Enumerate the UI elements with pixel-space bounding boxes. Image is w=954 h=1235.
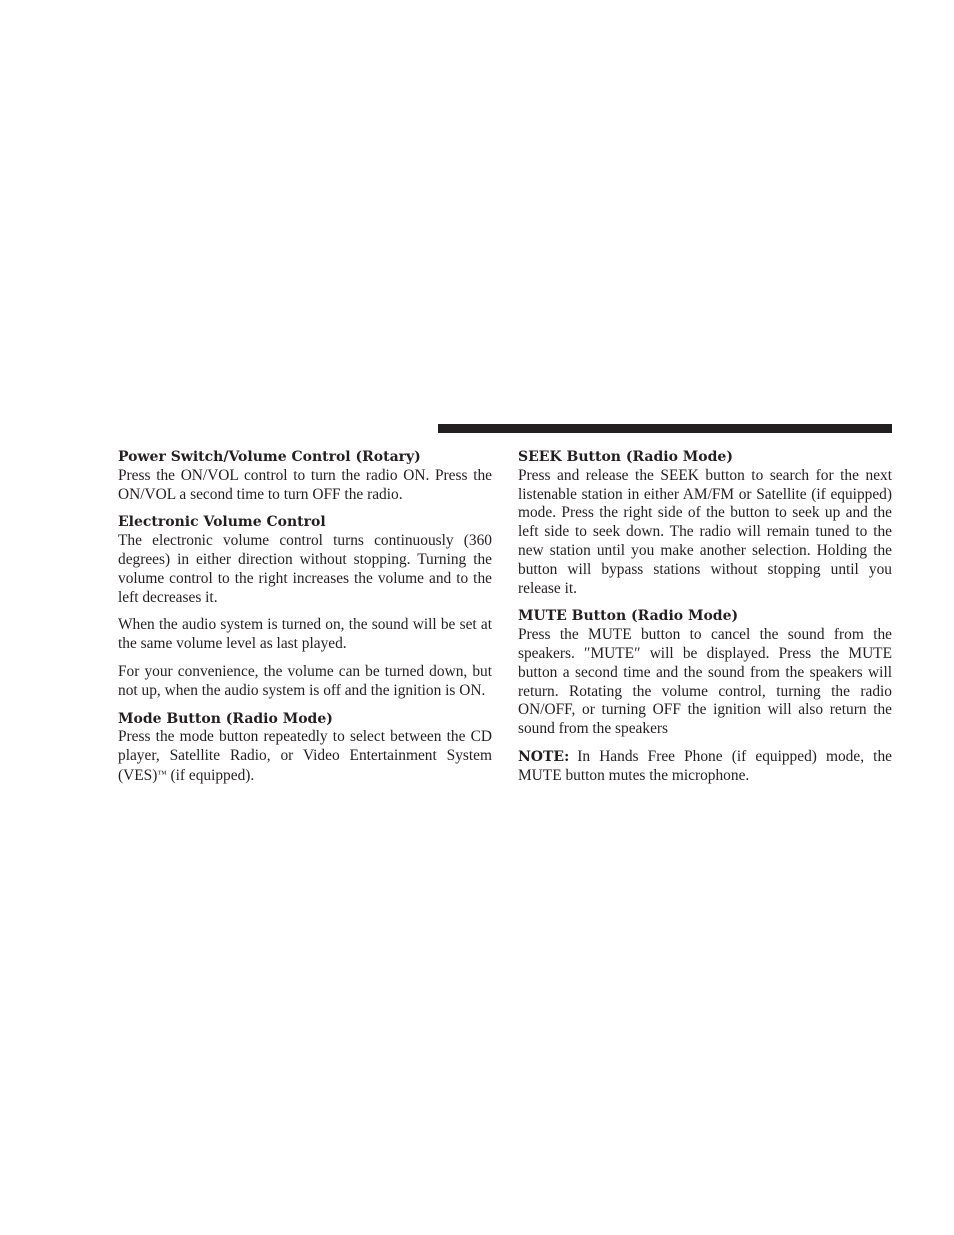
section-heading: SEEK Button (Radio Mode) — [518, 449, 733, 465]
paragraph: For your convenience, the volume can be turned down, but not up, when the audio system is off and the ignition is ON. — [118, 662, 492, 699]
paragraph-text: Press the mode button repeatedly to select between the CD player, Satellite Radio, or Video Entertainment System (VES) — [118, 728, 492, 784]
section-heading: Power Switch/Volume Control (Rotary) — [118, 449, 421, 465]
section-electronic-volume — [118, 513, 492, 700]
paragraph: Press and release the SEEK button to search for the next listenable station in either AM/FM or Satellite (if equipped) mode. Press the right side of the button to seek up and the left side to seek down. The radio will remain tuned to the new station until you make another selection. Holding the button will bypass stations without stopping until you release it. — [518, 466, 892, 597]
header-rule — [438, 424, 892, 433]
note — [518, 748, 892, 786]
paragraph — [118, 728, 492, 785]
note-label: NOTE: — [518, 748, 570, 765]
paragraph: Press the ON/VOL control to turn the radio ON. Press the ON/VOL a second time to turn OFF the radio. — [118, 466, 492, 503]
paragraph: When the audio system is turned on, the sound will be set at the same volume level as last played. — [118, 616, 492, 653]
right-column — [518, 448, 892, 795]
section-seek-button — [518, 448, 892, 598]
trademark-symbol: ™ — [157, 769, 167, 780]
section-heading: Mode Button (Radio Mode) — [118, 710, 333, 727]
paragraph: Press the MUTE button to cancel the sound from the speakers. ″MUTE″ will be displayed. Press the MUTE button a second time and the sound from the speakers will return. Rotating the volume control, turning the radio ON/OFF, or turning OFF the ignition will also return the sound from the speakers — [518, 626, 892, 738]
paragraph-text: (if equipped). — [166, 766, 255, 784]
paragraph: The electronic volume control turns continuously (360 degrees) in either direction without stopping. Turning the volume control to the right increases the volume and to the left decreases it. — [118, 532, 492, 606]
section-power-switch — [118, 448, 492, 504]
section-heading: MUTE Button (Radio Mode) — [518, 608, 739, 625]
section-mute-button — [518, 607, 892, 739]
note-text: In Hands Free Phone (if equipped) mode, the MUTE button mutes the microphone. — [518, 747, 892, 784]
section-heading: Electronic Volume Control — [118, 514, 326, 531]
section-mode-button — [118, 710, 492, 786]
left-column — [118, 448, 492, 795]
